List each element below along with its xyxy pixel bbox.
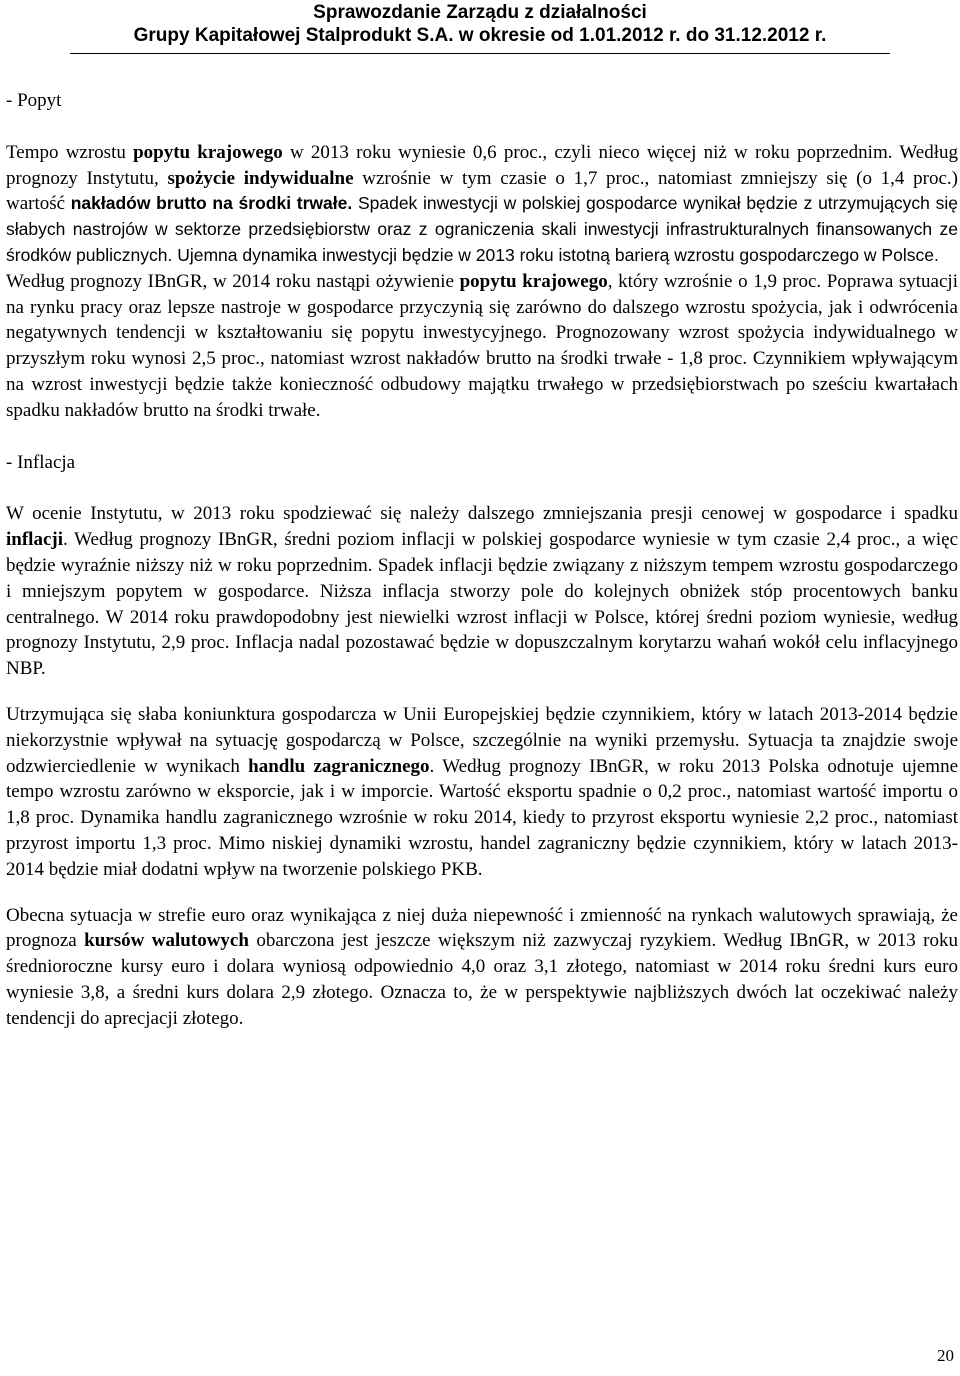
paragraph-kursy: Obecna sytuacja w strefie euro oraz wynikająca z niej duża niepewność i zmienność na rynkach walutowych sprawiają, że prognoza kursów walutowych obarczona jest jeszcze większym niż zazwyczaj ryzykiem. Według IBnGR, w 2013 roku średnioroczne kursy euro i dolara wyniosą odpowiednio 4,0 oraz 3,1 złotego, natomiast w 2014 roku średni kurs euro wyniesie 3,8, a średni kurs dolara 2,9 złotego. Oznacza to, że w perspektywie najbliższych dwóch lat oczekiwać należy tendencji do aprecjacji złotego. (6, 904, 958, 1029)
header-subtitle: Grupy Kapitałowej Stalprodukt S.A. w okresie od 1.01.2012 r. do 31.12.2012 r. (133, 25, 827, 46)
document-body (6, 88, 958, 1032)
header-title: Sprawozdanie Zarządu z działalności (313, 2, 647, 23)
paragraph-popyt-1: Tempo wzrostu popytu krajowego w 2013 roku wyniesie 0,6 proc., czyli nieco więcej niż w roku poprzednim. Według prognozy Instytutu, spożycie indywidualne wzrośnie w tym czasie o 1,7 proc., natomiast zmniejszy się (o 1,4 proc.) wartość nakładów brutto na środki trwałe. Spadek inwestycji w polskiej gospodarce wynikał będzie z utrzymujących się słabych nastrojów w sektorze przedsiębiorstw oraz z ograniczenia skali inwestycji infrastrukturalnych finansowanych ze środków publicznych. Ujemna dynamika inwestycji będzie w 2013 roku istotną barierą wzrostu gospodarczego w Polsce. (6, 141, 958, 265)
paragraph-inflacja: W ocenie Instytutu, w 2013 roku spodziewać się należy dalszego zmniejszania presji cenowej w gospodarce i spadku inflacji. Według prognozy IBnGR, średni poziom inflacji w polskiej gospodarce wyniesie w tym czasie 2,4 proc., a więc będzie wyraźnie niższy niż w roku poprzednim. Spadek inflacji będzie związany z niższym tempem wzrostu gospodarczego i mniejszym popytem w gospodarce. Niższa inflacja stworzy pole do kolejnych obniżek stóp procentowych banku centralnego. W 2014 roku prawdopodobny jest niewielki wzrost inflacji w Polsce, której średni poziom wyniesie, według prognozy Instytutu, 2,9 proc. Inflacja nadal pozostawać będzie w dopuszczalnym korytarzu wahań wokół celu inflacyjnego NBP. (6, 503, 958, 680)
paragraph-popyt-2: Według prognozy IBnGR, w 2014 roku nastąpi ożywienie popytu krajowego, który wzrośnie o 1,9 proc. Poprawa sytuacji na rynku pracy oraz lepsze nastroje w gospodarce przyczynią się zarówno do dalszego wzrostu spożycia, jak i odwrócenia negatywnych tendencji w kształtowaniu się popytu inwestycyjnego. Prognozowany wzrost spożycia indywidualnego w przyszłym roku wynosi 2,5 proc., natomiast wzrost nakładów brutto na środki trwałe - 1,8 proc. Czynnikiem wpływającym na wzrost inwestycji będzie także konieczność odbudowy majątku trwałego w przedsiębiorstwach po sześciu kwartałach spadku nakładów brutto na środki trwałe. (6, 270, 958, 421)
section-heading-popyt: - Popyt (6, 90, 62, 111)
section-heading-inflacja: - Inflacja (6, 451, 76, 473)
running-header (0, 0, 960, 47)
paragraph-handel: Utrzymująca się słaba koniunktura gospodarcza w Unii Europejskiej będzie czynnikiem, który w latach 2013-2014 będzie niekorzystnie wpływał na sytuację gospodarczą w Polsce, szczególnie na wyniki przemysłu. Sytuacja ta znajdzie swoje odzwierciedlenie w wynikach handlu zagranicznego. Według prognozy IBnGR, w roku 2013 Polska odnotuje ujemne tempo wzrostu zarówno w eksporcie, jak i w imporcie. Wartość eksportu spadnie o 0,2 proc., natomiast wartość importu o 1,8 proc. Dynamika handlu zagranicznego wzrośnie w roku 2014, kiedy to przyrost eksportu wyniesie 2,2 proc., natomiast przyrost importu 1,3 proc. Mimo niskiej dynamiki wzrostu, handel zagraniczny będzie czynnikiem, który w latach 2013-2014 będzie miał dodatni wpływ na tworzenie polskiego PKB. (6, 703, 958, 880)
header-divider (70, 53, 890, 54)
page-number: 20 (937, 1346, 954, 1365)
